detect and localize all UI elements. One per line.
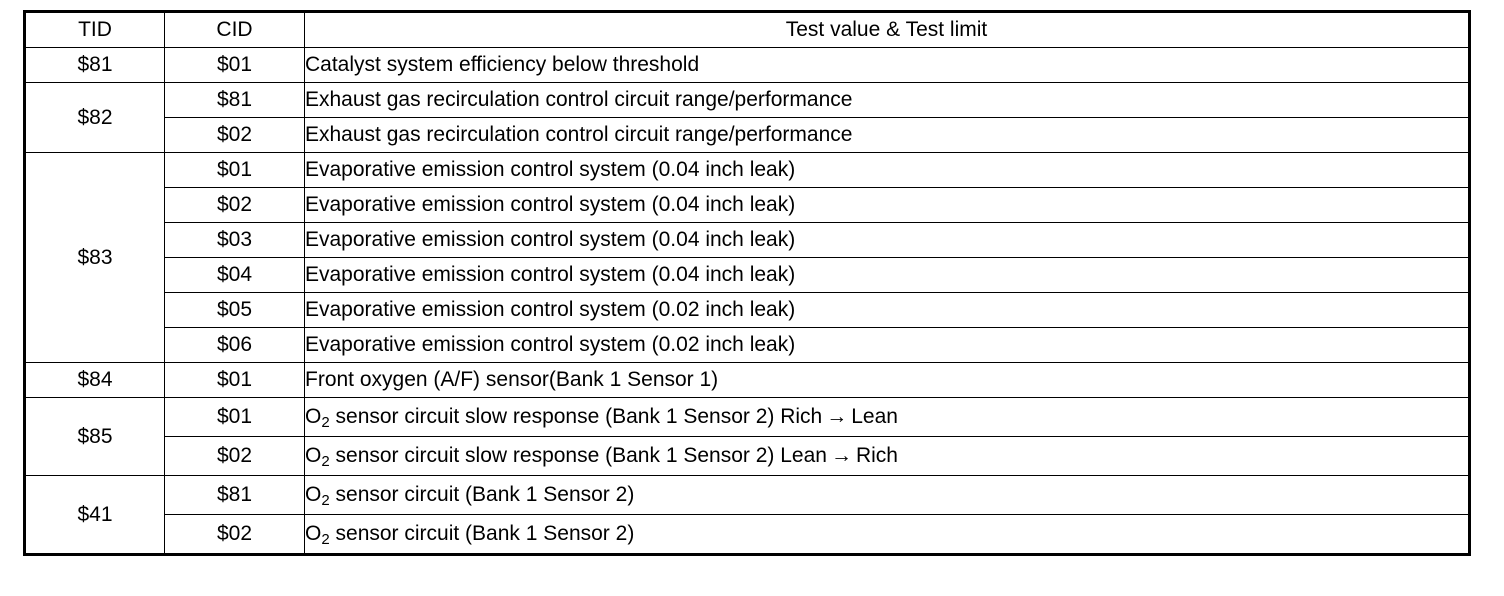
desc-cell: Evaporative emission control system (0.02 inch leak)	[305, 328, 1470, 363]
table-row	[25, 328, 1470, 363]
desc-subscript: 2	[321, 492, 330, 509]
cid-cell: $81	[165, 83, 305, 118]
cid-cell: $02	[165, 515, 305, 555]
right-arrow-icon: →	[826, 405, 848, 428]
tid-cell: $81	[25, 48, 165, 83]
header-row	[25, 12, 1470, 48]
desc-cell: Evaporative emission control system (0.04 inch leak)	[305, 258, 1470, 293]
cid-cell: $02	[165, 118, 305, 153]
right-arrow-icon: →	[830, 444, 852, 467]
tid-cell: $82	[25, 83, 165, 153]
desc-cell: Exhaust gas recirculation control circuit range/performance	[305, 83, 1470, 118]
table-row	[25, 398, 1470, 437]
desc-cell: Evaporative emission control system (0.04 inch leak)	[305, 188, 1470, 223]
table-row	[25, 437, 1470, 476]
desc-cell	[305, 398, 1470, 437]
desc-o: O	[305, 405, 322, 428]
cid-cell: $04	[165, 258, 305, 293]
desc-cell	[305, 437, 1470, 476]
table-row	[25, 515, 1470, 555]
test-id-table	[23, 10, 1471, 556]
cid-cell: $02	[165, 437, 305, 476]
desc-cell: Catalyst system efficiency below threshold	[305, 48, 1470, 83]
table-row	[25, 293, 1470, 328]
desc-subscript: 2	[321, 531, 330, 548]
cid-cell: $01	[165, 363, 305, 398]
desc-text: sensor circuit (Bank 1 Sensor 2)	[329, 483, 635, 506]
desc-text: sensor circuit slow response (Bank 1 Sensor 2) Rich	[329, 405, 823, 428]
desc-subscript: 2	[321, 453, 330, 470]
desc-subscript: 2	[321, 414, 330, 431]
desc-o: O	[305, 444, 322, 467]
cid-cell: $01	[165, 48, 305, 83]
cid-cell: $06	[165, 328, 305, 363]
table-row	[25, 476, 1470, 515]
desc-text-end: Rich	[855, 444, 898, 467]
cid-header: CID	[165, 12, 305, 48]
desc-text-end: Lean	[851, 405, 898, 428]
cid-cell: $01	[165, 153, 305, 188]
tid-cell: $85	[25, 398, 165, 476]
desc-cell: Exhaust gas recirculation control circuit range/performance	[305, 118, 1470, 153]
desc-cell: Evaporative emission control system (0.04 inch leak)	[305, 153, 1470, 188]
table-row	[25, 258, 1470, 293]
table-row	[25, 48, 1470, 83]
cid-cell: $01	[165, 398, 305, 437]
tid-cell: $84	[25, 363, 165, 398]
desc-cell: Evaporative emission control system (0.02 inch leak)	[305, 293, 1470, 328]
desc-cell: Evaporative emission control system (0.04 inch leak)	[305, 223, 1470, 258]
tid-cell: $83	[25, 153, 165, 363]
desc-text: sensor circuit (Bank 1 Sensor 2)	[329, 522, 635, 545]
desc-o: O	[305, 522, 322, 545]
tid-cell: $41	[25, 476, 165, 555]
cid-cell: $02	[165, 188, 305, 223]
table-row	[25, 153, 1470, 188]
desc-cell	[305, 515, 1470, 555]
cid-cell: $81	[165, 476, 305, 515]
cid-cell: $03	[165, 223, 305, 258]
desc-header: Test value & Test limit	[305, 12, 1470, 48]
tid-header: TID	[25, 12, 165, 48]
table-row	[25, 118, 1470, 153]
desc-text: sensor circuit slow response (Bank 1 Sensor 2) Lean	[329, 444, 827, 467]
table-row	[25, 223, 1470, 258]
desc-cell: Front oxygen (A/F) sensor(Bank 1 Sensor 1)	[305, 363, 1470, 398]
cid-cell: $05	[165, 293, 305, 328]
desc-o: O	[305, 483, 322, 506]
desc-cell	[305, 476, 1470, 515]
table-row	[25, 363, 1470, 398]
table-row	[25, 83, 1470, 118]
table-row	[25, 188, 1470, 223]
